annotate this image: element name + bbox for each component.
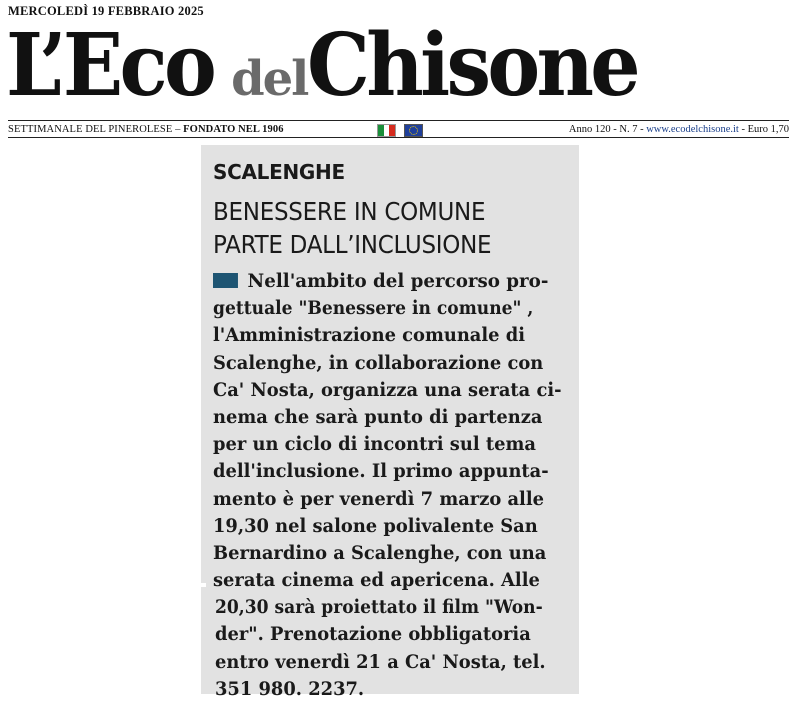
article-kicker: SCALENGHE — [213, 160, 345, 184]
masthead-rule-top — [8, 120, 789, 121]
subtitle-weekly: SETTIMANALE DEL PINEROLESE – — [8, 124, 184, 135]
issue-number: Anno 120 - N. 7 - — [568, 124, 647, 135]
newspaper-masthead — [6, 15, 638, 116]
italy-flag-icon — [377, 124, 396, 137]
issue-price: - Euro 1,70 — [738, 124, 789, 135]
headline-line: BENESSERE IN COMUNE — [213, 197, 486, 226]
body-line: Bernardino a Scalenghe, con una — [213, 541, 547, 564]
body-line: 351 980. 2237. — [215, 677, 365, 700]
subtitle-founded: FONDATO NEL 1906 — [183, 124, 284, 135]
website-url: www.ecodelchisone.it — [646, 124, 739, 135]
eu-flag-icon — [404, 124, 423, 137]
flags-group — [377, 124, 423, 137]
body-line: nema che sarà punto di partenza — [213, 405, 543, 428]
body-line: mento è per venerdì 7 marzo alle — [213, 487, 544, 510]
body-line: 20,30 sarà proiettato il film "Won- — [215, 596, 543, 619]
clipping-notch — [201, 583, 206, 587]
body-line: Scalenghe, in collaborazione con — [213, 351, 544, 374]
masthead-subtitle — [8, 124, 284, 135]
body-line: der". Prenotazione obbligatoria — [215, 623, 531, 646]
body-line: serata cinema ed apericena. Alle — [213, 569, 540, 592]
body-line: Ca' Nosta, organizza una serata ci- — [213, 378, 562, 401]
article-headline — [213, 195, 573, 261]
bullet-square-icon — [213, 273, 238, 288]
body-line: dell'inclusione. Il primo appunta- — [213, 460, 549, 483]
article-body — [213, 268, 573, 703]
masthead-part-eco: L’Eco — [6, 15, 214, 116]
body-line: entro venerdì 21 a Ca' Nosta, tel. — [215, 650, 546, 673]
issue-date: MERCOLEDÌ 19 FEBBRAIO 2025 — [8, 4, 204, 18]
body-line: Nell'ambito del percorso pro- — [247, 270, 549, 292]
body-line: 19,30 nel salone polivalente San — [213, 514, 538, 537]
masthead-rule-bottom — [8, 137, 789, 138]
body-line: per un ciclo di incontri sul tema — [213, 433, 536, 456]
masthead-part-chisone: Chisone — [307, 15, 638, 116]
headline-line: PARTE DALL’INCLUSIONE — [213, 230, 492, 259]
body-line: gettuale "Benessere in comune" , — [213, 297, 534, 320]
body-line: l'Amministrazione comunale di — [213, 324, 526, 347]
masthead-part-del: del — [231, 51, 308, 107]
issue-info — [569, 124, 789, 135]
